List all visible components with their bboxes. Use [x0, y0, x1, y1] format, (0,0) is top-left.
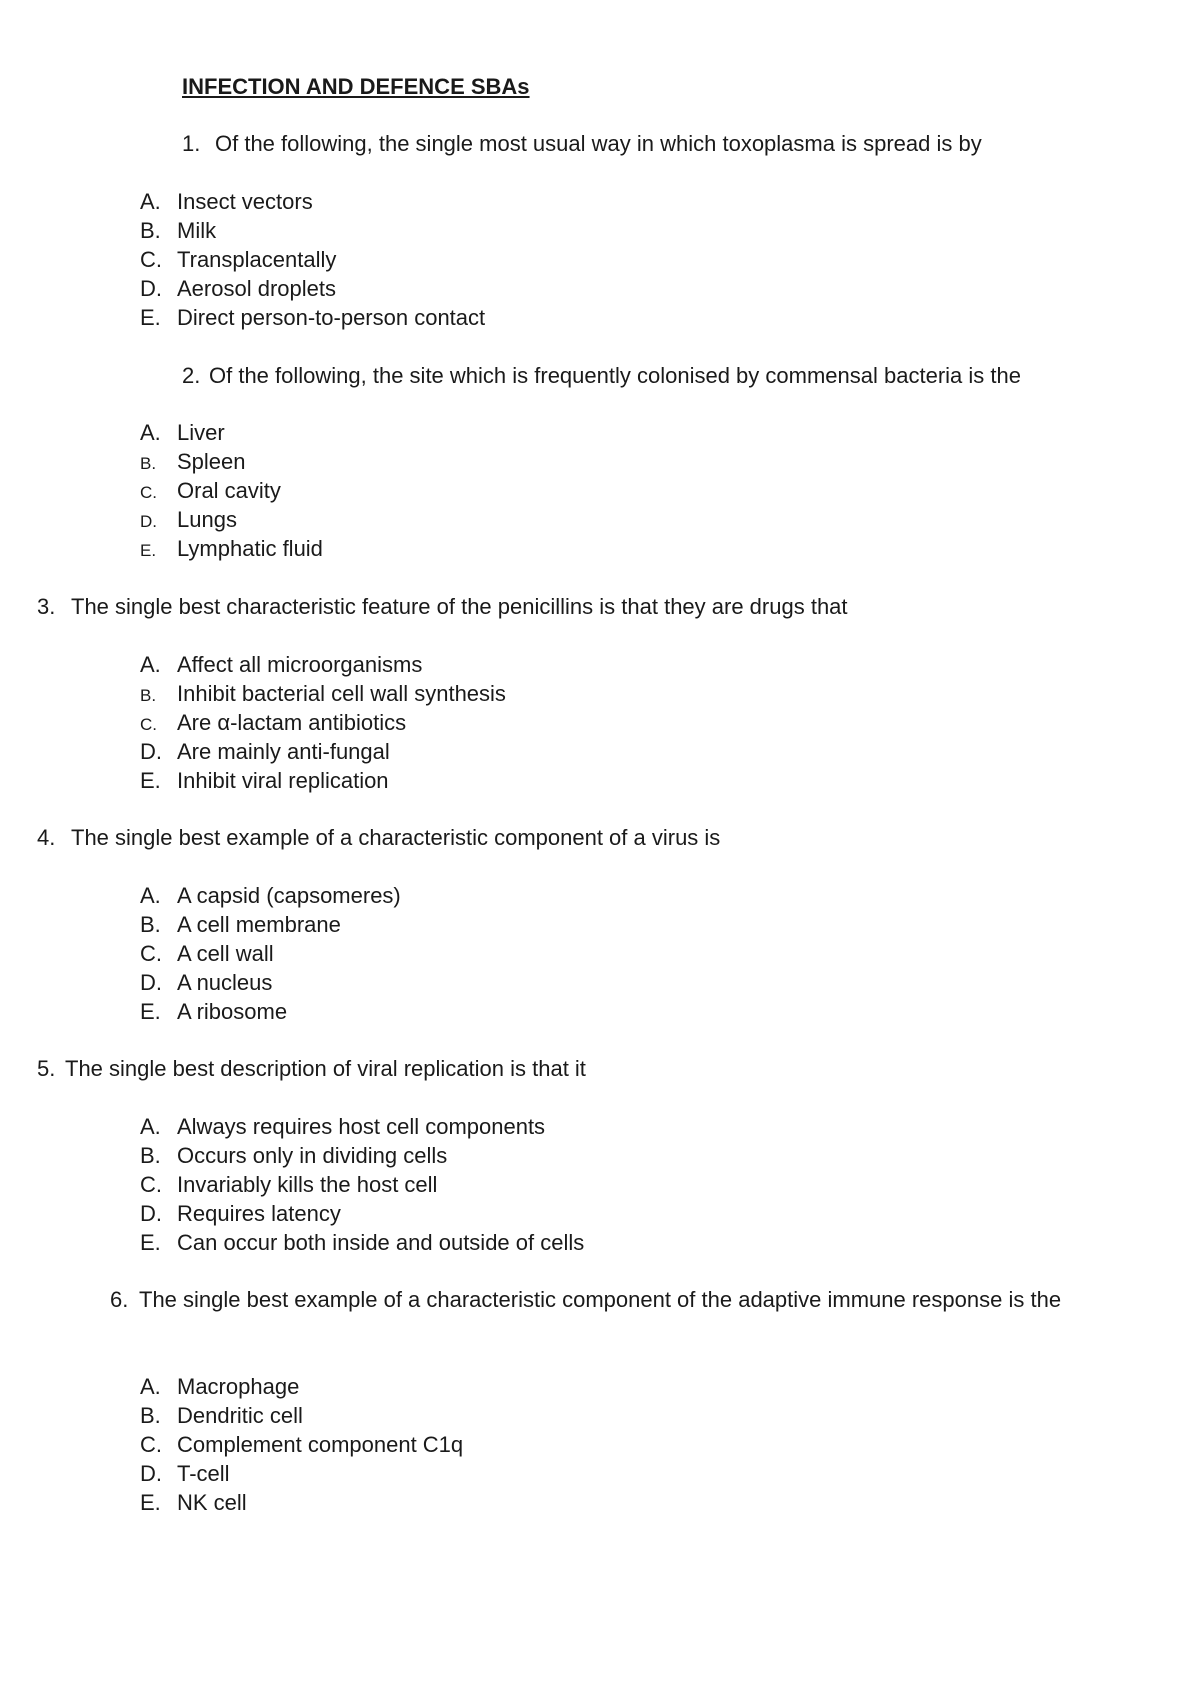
option-3b[interactable] [140, 679, 506, 708]
option-text: Inhibit bacterial cell wall synthesis [177, 681, 506, 706]
option-text: Aerosol droplets [177, 276, 336, 301]
option-6d[interactable] [140, 1459, 463, 1488]
option-text: Macrophage [177, 1374, 300, 1399]
question-1-options [140, 187, 485, 332]
option-letter: C. [140, 1432, 162, 1457]
question-5-options [140, 1112, 584, 1257]
option-4b[interactable] [140, 910, 401, 939]
option-text: Are α-lactam antibiotics [177, 710, 407, 735]
option-6a[interactable] [140, 1372, 463, 1401]
option-5c[interactable] [140, 1170, 584, 1199]
option-letter: E. [140, 1490, 161, 1515]
question-6-text: The single best example of a characteristic component of the adaptive immune response is the [139, 1287, 1062, 1312]
option-text: Lungs [177, 507, 237, 532]
option-1d[interactable] [140, 274, 485, 303]
option-letter: B. [140, 218, 161, 243]
option-text: Invariably kills the host cell [177, 1172, 438, 1197]
option-letter: A. [140, 1374, 161, 1399]
option-4a[interactable] [140, 881, 401, 910]
option-3d[interactable] [140, 737, 506, 766]
option-text: Milk [177, 218, 217, 243]
option-text: Liver [177, 420, 225, 445]
option-letter: D. [140, 970, 162, 995]
question-5-stem [37, 1054, 586, 1083]
option-4e[interactable] [140, 997, 401, 1026]
option-3c[interactable] [140, 708, 506, 737]
option-letter: C. [140, 941, 162, 966]
option-text: Affect all microorganisms [177, 652, 423, 677]
option-text: Direct person-to-person contact [177, 305, 486, 330]
question-4-stem [37, 823, 720, 852]
question-2-options [140, 418, 323, 563]
option-text: Lymphatic fluid [177, 536, 323, 561]
option-letter: B. [140, 454, 157, 473]
option-4c[interactable] [140, 939, 401, 968]
question-4-text: The single best example of a characteristic component of a virus is [71, 825, 721, 850]
question-2-number: 2. [182, 363, 201, 388]
question-1-text: Of the following, the single most usual way in which toxoplasma is spread is by [215, 131, 982, 156]
question-5-number: 5. [37, 1056, 56, 1081]
question-6-number: 6. [110, 1287, 129, 1312]
option-letter: E. [140, 305, 161, 330]
option-5e[interactable] [140, 1228, 584, 1257]
option-5b[interactable] [140, 1141, 584, 1170]
question-6-options [140, 1372, 463, 1517]
option-3a[interactable] [140, 650, 506, 679]
option-text: Can occur both inside and outside of cells [177, 1230, 585, 1255]
option-2c[interactable] [140, 476, 323, 505]
option-letter: D. [140, 1461, 162, 1486]
question-5-text: The single best description of viral replication is that it [65, 1056, 586, 1081]
option-text: A nucleus [177, 970, 273, 995]
option-6e[interactable] [140, 1488, 463, 1517]
option-6c[interactable] [140, 1430, 463, 1459]
option-letter: B. [140, 1143, 161, 1168]
option-letter: C. [140, 715, 157, 734]
option-letter: A. [140, 420, 161, 445]
option-letter: C. [140, 483, 157, 502]
option-letter: A. [140, 1114, 161, 1139]
option-letter: B. [140, 912, 161, 937]
option-letter: B. [140, 1403, 161, 1428]
option-text: T-cell [177, 1461, 230, 1486]
page-title: INFECTION AND DEFENCE SBAs [182, 74, 530, 99]
question-4-options [140, 881, 401, 1026]
option-text: NK cell [177, 1490, 247, 1515]
option-text: Occurs only in dividing cells [177, 1143, 448, 1168]
option-letter: E. [140, 999, 161, 1024]
option-2e[interactable] [140, 534, 323, 563]
question-3-text: The single best characteristic feature of the penicillins is that they are drugs that [71, 594, 848, 619]
option-letter: A. [140, 652, 161, 677]
option-text: A cell wall [177, 941, 274, 966]
option-letter: E. [140, 541, 157, 560]
option-2a[interactable] [140, 418, 323, 447]
option-5a[interactable] [140, 1112, 584, 1141]
option-2b[interactable] [140, 447, 323, 476]
option-6b[interactable] [140, 1401, 463, 1430]
question-2-stem [182, 361, 1021, 390]
option-1e[interactable] [140, 303, 485, 332]
option-letter: D. [140, 512, 157, 531]
option-text: Oral cavity [177, 478, 281, 503]
option-3e[interactable] [140, 766, 506, 795]
option-text: Insect vectors [177, 189, 313, 214]
question-2-text: Of the following, the site which is frequently colonised by commensal bacteria is the [209, 363, 1021, 388]
question-1-stem [182, 129, 982, 158]
option-text: Dendritic cell [177, 1403, 303, 1428]
option-text: A capsid (capsomeres) [177, 883, 401, 908]
question-3-options [140, 650, 506, 795]
option-text: Inhibit viral replication [177, 768, 389, 793]
question-3-stem [37, 592, 848, 621]
option-text: Are mainly anti-fungal [177, 739, 390, 764]
option-text: Requires latency [177, 1201, 341, 1226]
option-letter: D. [140, 739, 162, 764]
question-3-number: 3. [37, 594, 56, 619]
option-2d[interactable] [140, 505, 323, 534]
option-text: A ribosome [177, 999, 288, 1024]
option-letter: E. [140, 768, 161, 793]
option-letter: E. [140, 1230, 161, 1255]
option-5d[interactable] [140, 1199, 584, 1228]
option-1b[interactable] [140, 216, 485, 245]
option-text: Transplacentally [177, 247, 337, 272]
question-4-number: 4. [37, 825, 56, 850]
option-letter: D. [140, 1201, 162, 1226]
option-4d[interactable] [140, 968, 401, 997]
question-1-number: 1. [182, 131, 201, 156]
question-6-stem [110, 1285, 1179, 1314]
option-letter: B. [140, 686, 157, 705]
option-1a[interactable] [140, 187, 485, 216]
option-1c[interactable] [140, 245, 485, 274]
option-letter: C. [140, 1172, 162, 1197]
option-text: Always requires host cell components [177, 1114, 546, 1139]
option-letter: C. [140, 247, 162, 272]
option-text: Spleen [177, 449, 246, 474]
option-text: A cell membrane [177, 912, 341, 937]
option-text: Complement component C1q [177, 1432, 464, 1457]
option-letter: D. [140, 276, 162, 301]
option-letter: A. [140, 883, 161, 908]
option-letter: A. [140, 189, 161, 214]
